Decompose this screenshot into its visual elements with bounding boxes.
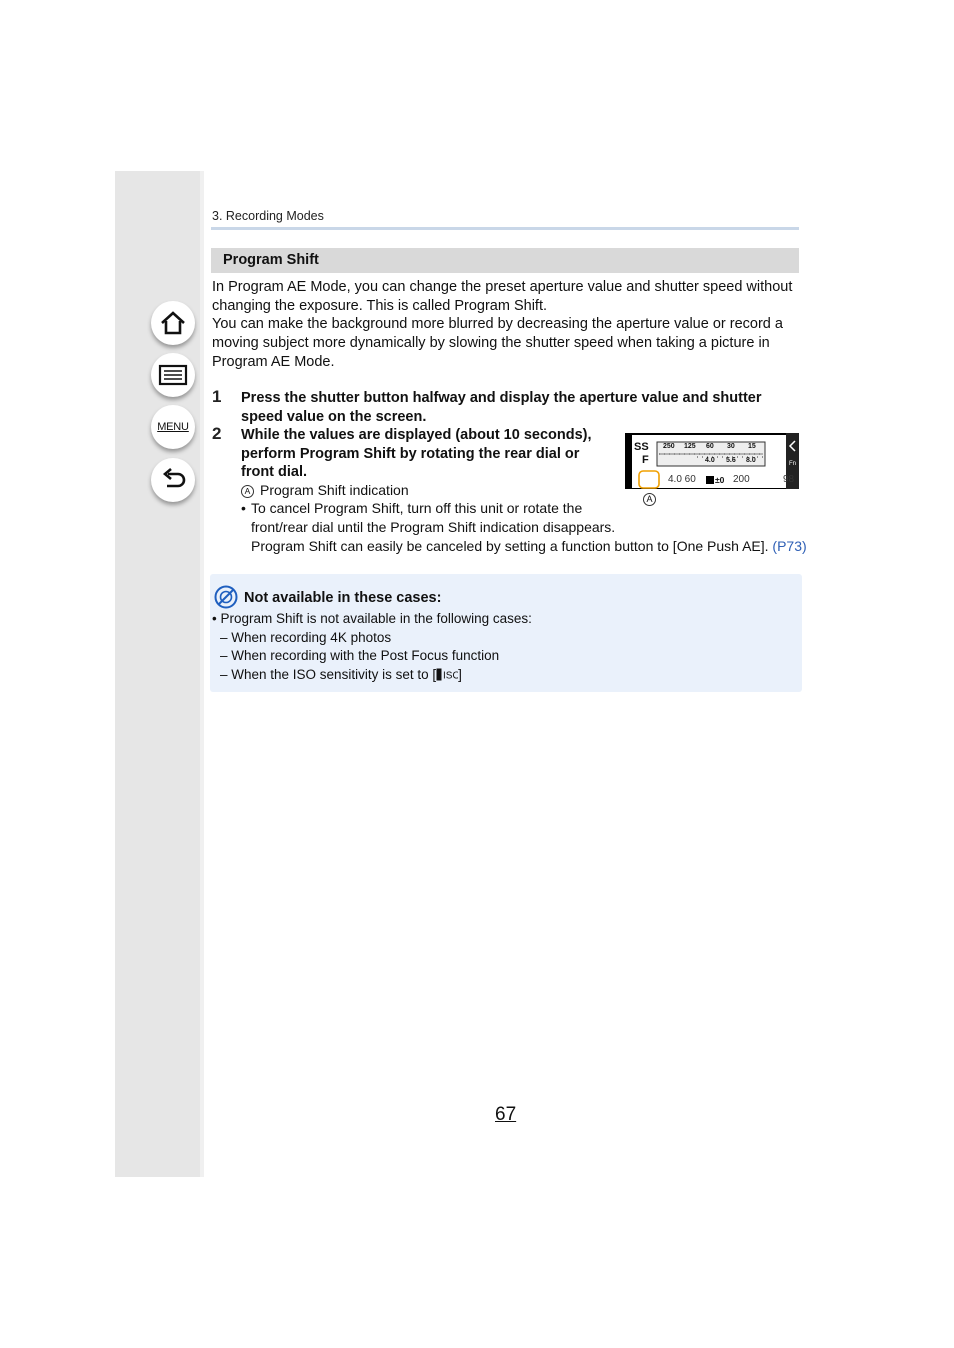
camera-screen [625,433,799,489]
step-line: perform Program Shift by rotating the rear dial or [241,445,580,462]
contents-button[interactable] [151,353,195,397]
not-available-intro: • Program Shift is not available in the following cases: [212,611,532,626]
remaining-shots: 98 [783,474,795,485]
page-number[interactable]: 67 [495,1104,517,1125]
step-text [241,426,621,482]
sidebar-edge [200,171,204,1177]
indication-note [241,481,409,500]
step-text: Press the shutter button halfway and display the aperture value and shutter speed value on the screen. [241,390,762,425]
not-available-item-suffix: ] [458,667,462,682]
cancel-note-line [251,537,807,556]
step-line: While the values are displayed (about 10 seconds), [241,427,592,443]
fn-button: Fn [789,461,797,467]
cancel-bullet: • [241,500,246,516]
list-icon [158,363,188,387]
ss-scale-value: 15 [748,443,756,450]
step-number: 1 [212,387,222,406]
aperture-shutter-readout: 4.0 60 [668,474,696,485]
intelligent-iso-icon [436,668,458,681]
not-available-title: Not available in these cases: [244,590,442,606]
indication-text: Program Shift indication [260,482,409,498]
cancel-note-line: front/rear dial until the Program Shift indication disappears. [251,519,616,535]
f-label: F [642,454,649,466]
intro-text [212,278,802,372]
header-divider [211,227,799,230]
intro-paragraph: In Program AE Mode, you can change the preset aperture value and shutter speed without changing the exposure. This is called Program Shift. [212,279,793,314]
back-button[interactable] [151,458,195,502]
step-number: 2 [212,424,222,443]
not-available-item: – When recording 4K photos [220,630,392,645]
marker-a: A [241,485,254,498]
ss-label: SS [634,441,649,453]
ss-scale-value: 30 [727,443,735,450]
f-scale-value: 5.6 [726,457,736,464]
ss-scale-value: 250 [663,443,675,450]
prohibited-icon [214,585,238,609]
step-line: front dial. [241,464,308,481]
ss-scale-value: 125 [684,443,696,450]
page-link[interactable]: (P73) [772,538,807,554]
menu-button[interactable] [151,405,195,449]
exposure-compensation: ±0 [715,475,725,485]
not-available-box [210,574,802,692]
marker-a-label: A [643,493,656,506]
home-button[interactable] [151,301,195,345]
not-available-item-text: – When the ISO sensitivity is set to [ [220,667,437,682]
svg-text:ISO: ISO [443,670,459,681]
iso-value: 200 [733,474,750,485]
chapter-header: 3. Recording Modes [212,209,324,223]
ss-scale-value: 60 [706,443,714,450]
section-title-bar [211,248,799,273]
f-scale-value: 8.0 [746,457,756,464]
f-scale-value: 4.0 [705,457,715,464]
cancel-note-line: To cancel Program Shift, turn off this unit or rotate the [251,500,583,516]
not-available-item [220,666,462,685]
return-arrow-icon [159,466,187,494]
section-title: Program Shift [223,252,319,268]
menu-label: MENU [157,421,189,433]
intro-paragraph: You can make the background more blurred by decreasing the aperture value or record a moving subject more dynamically by slowing the shutter speed when taking a picture in Program AE Mode. [212,316,783,370]
not-available-item: – When recording with the Post Focus function [220,648,500,663]
home-icon [159,309,187,337]
cancel-note-text: Program Shift can easily be canceled by setting a function button to [One Push AE]. [251,538,769,554]
